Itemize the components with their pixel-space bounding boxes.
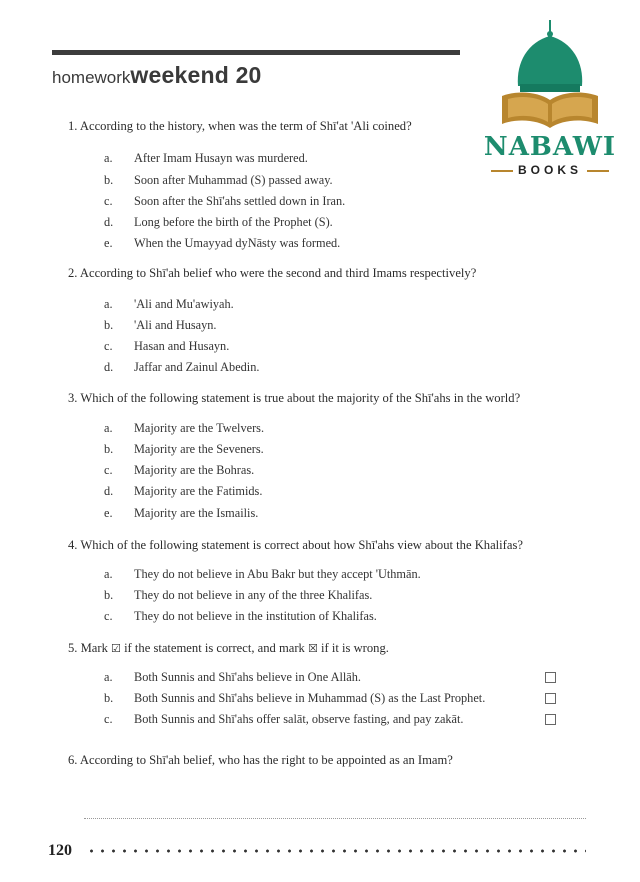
option-1c: c. Soon after the Shī'ahs settled down in Iran. (104, 194, 346, 208)
top-rule (52, 50, 460, 55)
option-1b: b. Soon after Muhammad (S) passed away. (104, 173, 333, 187)
question-5: 5. Mark ☑ if the statement is correct, and mark ☒ if it is wrong. (68, 641, 389, 655)
option-4a: a. They do not believe in Abu Bakr but they accept 'Uthmān. (104, 567, 421, 581)
answer-checkbox-5c[interactable] (545, 714, 556, 725)
option-3d: d. Majority are the Fatimids. (104, 484, 263, 498)
page-number: 120 (48, 842, 72, 859)
question-3: 3. Which of the following statement is true about the majority of the Shī'ahs in the world? (68, 391, 521, 405)
option-5b: b. Both Sunnis and Shī'ahs believe in Muhammad (S) as the Last Prophet. (104, 691, 486, 705)
option-3b: b. Majority are the Seveners. (104, 442, 264, 456)
option-4c: c. They do not believe in the institution of Khalifas. (104, 609, 377, 623)
option-2d: d. Jaffar and Zainul Abedin. (104, 360, 260, 374)
option-3c: c. Majority are the Bohras. (104, 463, 255, 477)
answer-checkbox-5a[interactable] (545, 672, 556, 683)
option-1d: d. Long before the birth of the Prophet (S). (104, 215, 333, 229)
page-title (52, 62, 262, 89)
option-3a: a. Majority are the Twelvers. (104, 421, 265, 435)
checked-box-icon: ☑ (111, 642, 121, 655)
option-1e: e. When the Umayyad dyNāsty was formed. (104, 236, 341, 250)
title-prefix: homework (52, 68, 131, 87)
option-1a: a. After Imam Husayn was murdered. (104, 151, 308, 165)
question-6: 6. According to Shī'ah belief, who has the right to be appointed as an Imam? (68, 753, 453, 767)
brand-name: NABAWI (483, 132, 617, 162)
option-5a: a. Both Sunnis and Shī'ahs believe in One Allāh. (104, 670, 361, 684)
option-5c: c. Both Sunnis and Shī'ahs offer salāt, observe fasting, and pay zakāt. (104, 712, 464, 726)
question-4: 4. Which of the following statement is correct about how Shī'ahs view about the Khalifas? (68, 538, 523, 552)
option-2b: b. 'Ali and Husayn. (104, 318, 217, 332)
option-2a: a. 'Ali and Mu'awiyah. (104, 297, 234, 311)
footer-dot-leader (86, 848, 586, 854)
nabawi-books-logo (470, 20, 630, 180)
brand-subtitle: BOOKS (470, 163, 630, 177)
answer-checkbox-5b[interactable] (545, 693, 556, 704)
title-main: weekend 20 (130, 62, 262, 88)
option-4b: b. They do not believe in any of the three Khalifas. (104, 588, 373, 602)
mosque-book-icon (488, 20, 612, 132)
option-3e: e. Majority are the Ismailis. (104, 506, 259, 520)
option-2c: c. Hasan and Husayn. (104, 339, 230, 353)
crossed-box-icon: ☒ (308, 642, 318, 655)
answer-line[interactable] (84, 818, 586, 819)
question-2: 2. According to Shī'ah belief who were the second and third Imams respectively? (68, 266, 477, 280)
question-1: 1. According to the history, when was the term of Shī'at 'Ali coined? (68, 119, 412, 133)
